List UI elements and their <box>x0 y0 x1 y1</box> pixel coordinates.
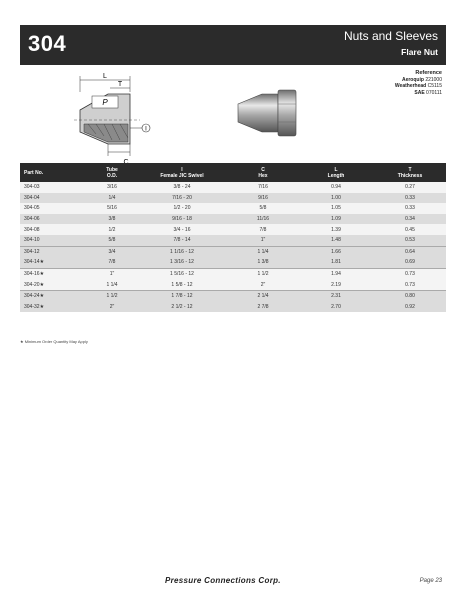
column-header: L Length <box>327 166 345 179</box>
table-cell: 0.73 <box>374 268 446 279</box>
footnote: ★ Minimum Order Quantity May Apply <box>20 339 88 344</box>
label-l: L <box>103 73 107 80</box>
reference-block <box>395 70 442 96</box>
table-cell: 1" <box>260 237 266 244</box>
table-row <box>20 203 446 214</box>
label-i: I <box>145 126 147 133</box>
table-row <box>20 302 446 313</box>
table-cell: 3/4 - 16 <box>173 226 191 233</box>
table-cell: 3/16 <box>107 184 117 191</box>
table-row <box>20 279 446 290</box>
table-cell: 0.64 <box>374 246 446 257</box>
table-cell: 304-16★ <box>20 268 88 279</box>
specification-table <box>20 163 446 312</box>
table-cell: 1 1/2 <box>228 268 298 279</box>
table-cell: 0.45 <box>405 226 415 233</box>
table-cell: 0.94 <box>331 184 341 191</box>
table-cell: 1/2 - 20 <box>173 205 191 212</box>
table-cell: 1 7/8 - 12 <box>136 290 228 301</box>
table-cell: 1/4 <box>108 194 116 201</box>
table-cell: 0.80 <box>374 290 446 301</box>
table-cell: 5/8 <box>259 205 267 212</box>
table-row <box>20 224 446 235</box>
table-cell: 1.48 <box>331 237 341 244</box>
table-cell: 304-10 <box>24 237 40 244</box>
table-cell: 0.27 <box>405 184 415 191</box>
table-cell: 0.53 <box>405 237 415 244</box>
table-cell: 1 1/4 <box>106 281 118 288</box>
table-cell: 0.34 <box>405 216 415 223</box>
reference-line: SAE 070111 <box>414 89 442 96</box>
table-cell: 1.09 <box>331 216 341 223</box>
table-cell: 0.73 <box>405 281 415 288</box>
table-row <box>20 257 446 268</box>
table-cell: 1 1/16 - 12 <box>136 246 228 257</box>
table-cell: 1/2 <box>108 226 116 233</box>
company-logo-text: Pressure Connections Corp. <box>165 576 281 585</box>
table-row <box>20 290 446 301</box>
reference-line: Aeroquip 221000 <box>401 76 442 83</box>
table-cell: 1.05 <box>331 205 341 212</box>
table-cell: 304-14★ <box>24 259 45 266</box>
table-row <box>20 182 446 193</box>
table-cell: 2 1/4 <box>228 290 298 301</box>
table-cell: 1.00 <box>331 194 341 201</box>
table-cell: 0.33 <box>405 194 415 201</box>
column-header: Part No. <box>24 169 44 176</box>
table-row <box>20 246 446 257</box>
table-cell: 304-06 <box>24 216 40 223</box>
product-title: Flare Nut <box>401 47 438 57</box>
table-cell: 0.69 <box>405 259 415 266</box>
table-cell: 0.92 <box>405 303 415 310</box>
table-cell: 304-08 <box>24 226 40 233</box>
table-cell: 304-03 <box>24 184 40 191</box>
table-cell: 304-24★ <box>20 290 88 301</box>
table-cell: 1" <box>88 268 136 279</box>
table-cell: 1.94 <box>298 268 374 279</box>
table-cell: 1.81 <box>331 259 341 266</box>
table-cell: 7/8 <box>108 259 116 266</box>
table-row <box>20 193 446 204</box>
table-cell: 304-32★ <box>24 303 45 310</box>
column-header: I Female JIC Swivel <box>160 166 204 179</box>
table-cell: 7/16 - 20 <box>172 194 192 201</box>
page-number: Page 23 <box>419 578 442 584</box>
table-cell: 2.19 <box>331 281 341 288</box>
table-cell: 304-04 <box>24 194 40 201</box>
column-header: T Thickness <box>397 166 423 179</box>
table-cell: 5/16 <box>107 205 117 212</box>
table-cell: 1 5/16 - 12 <box>136 268 228 279</box>
table-cell: 1.39 <box>331 226 341 233</box>
column-header: Tube O.D. <box>106 166 118 179</box>
table-cell: 3/4 <box>88 246 136 257</box>
label-c: C <box>123 159 129 166</box>
table-cell: 3/8 <box>108 216 116 223</box>
table-cell: 5/8 <box>108 237 116 244</box>
table-cell: 1 3/8 <box>257 259 269 266</box>
table-cell: 1 1/2 <box>88 290 136 301</box>
table-cell: 304-05 <box>24 205 40 212</box>
table-cell: 304-20★ <box>24 281 45 288</box>
table-cell: 11/16 <box>256 216 270 223</box>
reference-line: Weatherhead C5115 <box>394 83 442 89</box>
header-banner <box>20 25 446 65</box>
table-cell: 1 1/4 <box>228 246 298 257</box>
table-cell: 2" <box>109 303 115 310</box>
reference-heading: Reference <box>415 70 442 76</box>
table-cell: 304-12 <box>20 246 88 257</box>
table-cell: 1 5/8 - 12 <box>171 281 193 288</box>
table-cell: 0.33 <box>405 205 415 212</box>
table-cell: 7/16 <box>258 184 268 191</box>
table-row <box>20 235 446 246</box>
table-cell: 2 1/2 - 12 <box>171 303 193 310</box>
label-p: P <box>102 98 108 107</box>
table-cell: 2 7/8 <box>257 303 269 310</box>
table-cell: 7/8 - 14 <box>173 237 191 244</box>
table-cell: 9/16 - 18 <box>172 216 192 223</box>
table-cell: 2.31 <box>298 290 374 301</box>
table-header-row <box>20 163 446 182</box>
label-t: T <box>117 81 123 88</box>
table-cell: 2.70 <box>331 303 341 310</box>
table-cell: 7/8 <box>259 226 267 233</box>
column-header: C Hex <box>258 166 268 179</box>
table-row <box>20 268 446 279</box>
table-row <box>20 214 446 225</box>
table-cell: 3/8 - 24 <box>173 184 191 191</box>
category-title: Nuts and Sleeves <box>343 29 438 43</box>
table-cell: 1.66 <box>298 246 374 257</box>
table-cell: 2" <box>260 281 266 288</box>
part-number: 304 <box>28 31 67 56</box>
table-cell: 1 3/16 - 12 <box>170 259 194 266</box>
table-cell: 9/16 <box>258 194 268 201</box>
flare-nut-photo <box>234 84 300 142</box>
